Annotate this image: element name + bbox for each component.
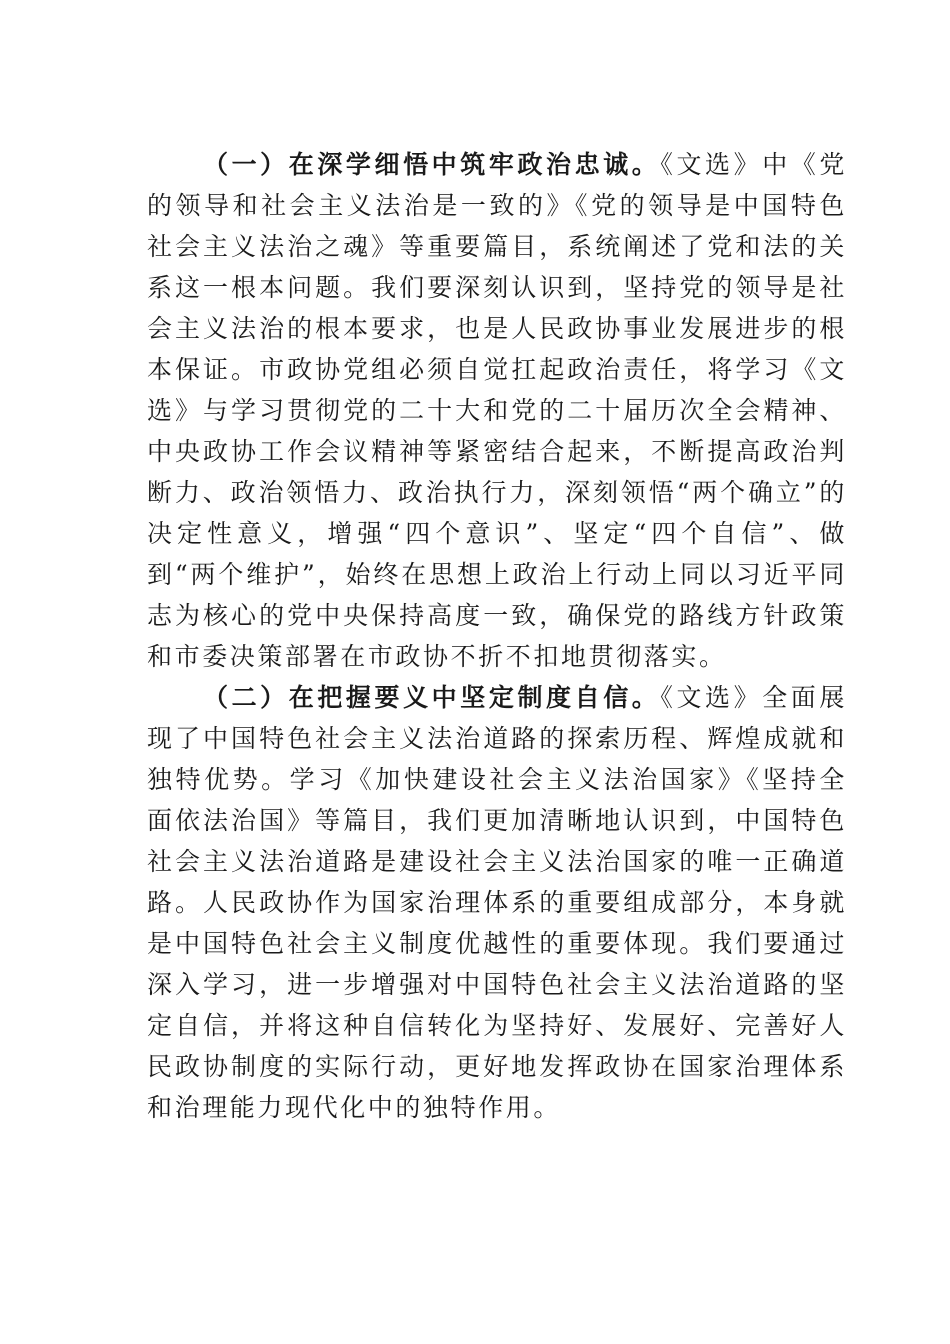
paragraph-1-heading: （一）在深学细悟中筑牢政治忠诚。 xyxy=(203,150,661,179)
paragraph-2 xyxy=(147,677,847,1128)
document-body xyxy=(147,144,847,1128)
paragraph-2-text: 《文选》全面展现了中国特色社会主义法治道路的探索历程、辉煌成就和独特优势。学习《加快建设社会主义法治国家》《坚持全面依法治国》等篇目，我们更加清晰地认识到，中国特色社会主义法治道路是建设社会主义法治国家的唯一正确道路。人民政协作为国家治理体系的重要组成部分，本身就是中国特色社会主义制度优越性的重要体现。我们要通过深入学习，进一步增强对中国特色社会主义法治道路的坚定自信，并将这种自信转化为坚持好、发展好、完善好人民政协制度的实际行动，更好地发挥政协在国家治理体系和治理能力现代化中的独特作用。 xyxy=(147,683,847,1122)
paragraph-1-text: 《文选》中《党的领导和社会主义法治是一致的》《党的领导是中国特色社会主义法治之魂》等重要篇目，系统阐述了党和法的关系这一根本问题。我们要深刻认识到，坚持党的领导是社会主义法治的根本要求，也是人民政协事业发展进步的根本保证。市政协党组必须自觉扛起政治责任，将学习《文选》与学习贯彻党的二十大和党的二十届历次全会精神、中央政协工作会议精神等紧密结合起来，不断提高政治判断力、政治领悟力、政治执行力，深刻领悟“两个确立”的决定性意义，增强“四个意识”、坚定“四个自信”、做到“两个维护”，始终在思想上政治上行动上同以习近平同志为核心的党中央保持高度一致，确保党的路线方针政策和市委决策部署在市政协不折不扣地贯彻落实。 xyxy=(147,150,847,671)
paragraph-1 xyxy=(147,144,847,677)
paragraph-2-heading: （二）在把握要义中坚定制度自信。 xyxy=(203,683,661,712)
